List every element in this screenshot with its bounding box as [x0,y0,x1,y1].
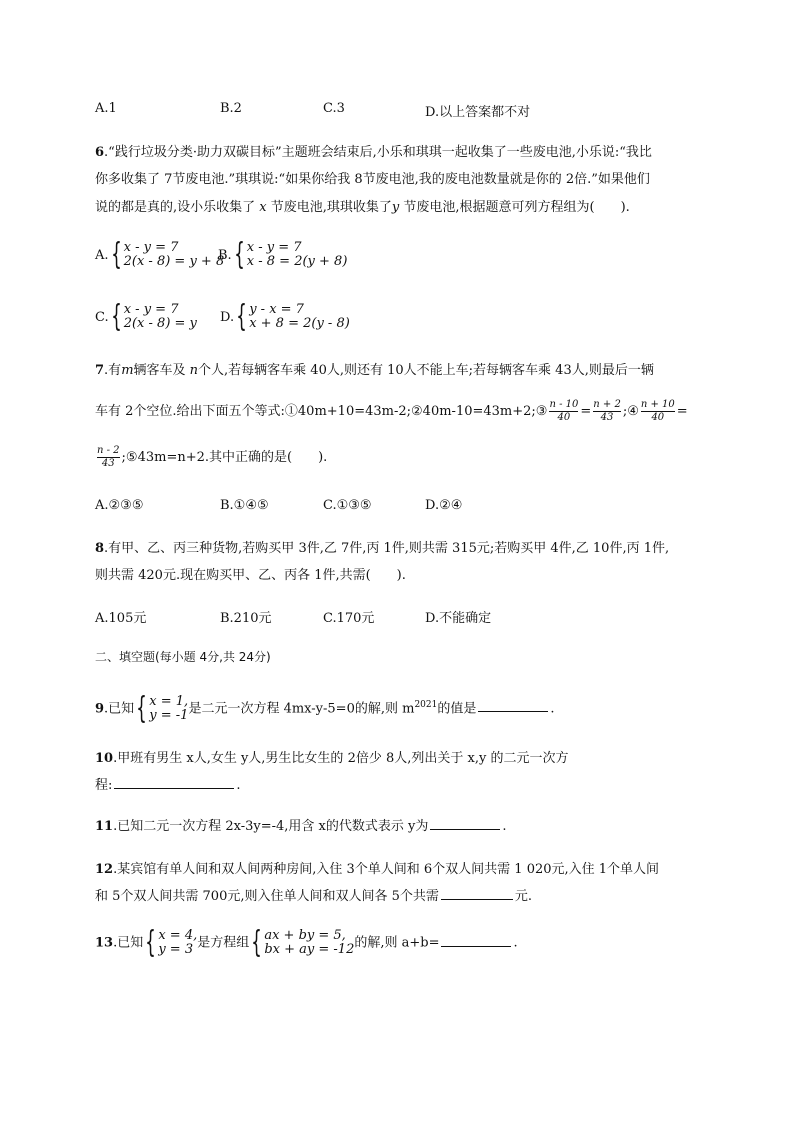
q8-option-b[interactable]: B.210元 [220,611,272,626]
q7-option-d[interactable]: D.②④ [425,498,463,513]
fraction-4: $\frac{n - 2}{43}$ [97,445,120,469]
q8-option-c[interactable]: C.170元 [323,611,375,626]
q7-line-2: 车有 2个空位.给出下面五个等式:①40m+10=43m-2;②40m-10=43m+2;③ $\frac{n - 10}{40}$ = $\frac{n + 2}{43}$ ;④ $\frac{n + 10}{40}$ = [95,399,688,423]
q13-answer-blank[interactable] [441,934,511,947]
q5-option-b[interactable]: B.2 [220,101,242,116]
q6-line-1: 6.“践行垃圾分类·助力双碳目标”主题班会结束后,小乐和琪琪一起收集了一些废电池,小乐说:“我比 [95,145,652,160]
q6-line-2: 你多收集了 7节废电池.”琪琪说:“如果你给我 8节废电池,我的废电池数量就是你的 2倍.”如果他们 [95,172,650,187]
q8-number: 8 [95,541,105,556]
q5-option-d[interactable]: D.以上答案都不对 [425,105,531,120]
q5-option-c[interactable]: C.3 [323,101,345,116]
q8-line-1: 8.有甲、乙、丙三种货物,若购买甲 3件,乙 7件,丙 1件,则共需 315元;若购买甲 4件,乙 10件,丙 1件, [95,541,670,556]
q6-line-3: 说的都是真的,设小乐收集了 x 节废电池,琪琪收集了y 节废电池,根据题意可列方程组为( ). [95,200,630,215]
q6-option-d[interactable]: D. { y - x = 7 x + 8 = 2(y - 8) [220,299,350,334]
q12-number: 12 [95,862,114,877]
q7-number: 7 [95,363,105,378]
q5-option-a[interactable]: A.1 [95,101,117,116]
q10-line-2: 程: . [95,778,241,793]
q10-number: 10 [95,751,114,766]
q10-answer-blank[interactable] [114,776,234,789]
fraction-1: $\frac{n - 10}{40}$ [549,399,579,423]
q12-answer-blank[interactable] [441,887,513,900]
section-title: 二、填空题(每小题 4分,共 24分) [95,650,271,664]
fraction-3: $\frac{n + 10}{40}$ [640,399,675,423]
q8-option-a[interactable]: A.105元 [95,611,147,626]
q12-line-1: 12.某宾馆有单人间和双人间两种房间,入住 3个单人间和 6个双人间共需 1 020元,入住 1个单人间 [95,862,660,877]
q7-option-a[interactable]: A.②③⑤ [95,498,144,513]
q6-option-c[interactable]: C. { x - y = 7 2(x - 8) = y [95,299,197,334]
q11-answer-blank[interactable] [430,817,500,830]
q7-option-b[interactable]: B.①④⑤ [220,498,269,513]
q8-line-2: 则共需 420元.现在购买甲、乙、丙各 1件,共需( ). [95,568,406,583]
q12-line-2: 和 5个双人间共需 700元,则入住单人间和双人间各 5个共需 元. [95,889,533,904]
q9-answer-blank[interactable] [478,699,548,712]
q9-number: 9 [95,701,105,717]
fraction-2: $\frac{n + 2}{43}$ [593,399,621,423]
q6-number: 6 [95,145,105,160]
q6-option-b[interactable]: B. { x - y = 7 x - 8 = 2(y + 8) [218,237,348,272]
question-11: 11.已知二元一次方程 2x-3y=-4,用含 x的代数式表示 y为 . [95,819,507,834]
question-9: 9.已知 { x = 1, y = -1 是二元一次方程 4mx-y-5=0的解,则 $m^{2021}$的值是 . [95,690,555,726]
q11-number: 11 [95,819,114,834]
q7-line-1: 7.有m辆客车及 n个人,若每辆客车乘 40人,则还有 10人不能上车;若每辆客车乘 43人,则最后一辆 [95,363,654,378]
q10-line-1: 10.甲班有男生 x人,女生 y人,男生比女生的 2倍少 8人,列出关于 x,y 的二元一次方 [95,751,569,766]
question-13: 13.已知 { x = 4, y = 3 是方程组 { ax + by = 5, bx + ay = -12 的解,则 a+b= . [95,925,518,960]
q7-option-c[interactable]: C.①③⑤ [323,498,372,513]
q7-line-3: $\frac{n - 2}{43}$ ;⑤43m=n+2.其中正确的是( ). [97,445,328,469]
q13-number: 13 [95,935,114,951]
q8-option-d[interactable]: D.不能确定 [425,611,492,626]
q6-option-a[interactable]: A. { x - y = 7 2(x - 8) = y + 8 [95,237,225,272]
